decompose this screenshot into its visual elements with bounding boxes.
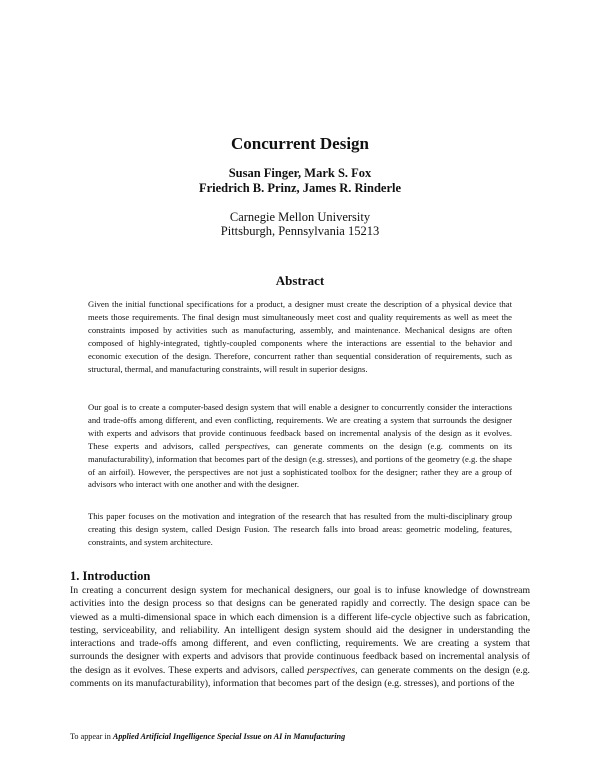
abstract-paragraph-3: This paper focuses on the motivation and integration of the research that has resulted from the multi-disciplinary group creating this design system, called Design Fusion. The research falls into broad areas: geometric modeling, features, constraints, and system architecture. — [88, 511, 512, 547]
footnote-venue: Applied Artificial Ingelligence Special Issue on AI in Manufacturing — [112, 732, 346, 741]
abstract-paragraph-2 — [88, 401, 512, 491]
footnote-prefix: To appear in — [70, 732, 113, 741]
intro-emphasis: perspectives — [307, 664, 356, 676]
affiliation — [0, 210, 600, 238]
abstract-heading: Abstract — [275, 273, 325, 288]
publication-footnote — [70, 732, 345, 741]
introduction-paragraph — [70, 584, 530, 690]
intro-text-b: , can generate comments on the design (e.g. comments on its manufacturability), information that becomes part of the design (e.g. stresses), and portions of the — [70, 664, 530, 689]
abstract-p2-text-b: , can generate comments on the design (e.g. comments on its manufacturability), information that becomes part of the design (e.g. stresses), and portions of the geometry (e.g. the shape of an airfoil). However, the perspectives are not just a sophisticated toolbox for the designer; rather they are a group of advisors who interact with one another and with the designer. — [88, 440, 513, 490]
intro-text-a: In creating a concurrent design system for mechanical designers, our goal is to infuse knowledge of downstream activities into the design process so that designs can be generated rapidly and correctly. The design space can be viewed as a multi-dimensional space in which each dimension is a different life-cycle objective such as fabrication, testing, serviceability, and reliability. An intelligent design system should aid the designer in understanding the interactions and trade-offs among different, and even conflicting, requirements. We are creating a system that surrounds the designer with experts and advisors that provide continuous feedback based on incremental analysis of the design as it evolves. These experts and advisors, called — [70, 585, 530, 676]
affiliation-institution: Carnegie Mellon University — [229, 210, 371, 224]
abstract-p2-text-a: Our goal is to create a computer-based design system that will enable a designer to concurrently consider the interactions and trade-offs among different, and even conflicting, requirements. We are creating a system that surrounds the designer with experts and advisors that provide continuous feedback based on incremental analysis of the design as it evolves. These experts and advisors, called — [88, 402, 512, 451]
authors-line-2: Friedrich B. Prinz, James R. Rinderle — [198, 181, 402, 195]
abstract-paragraph-1: Given the initial functional specifications for a product, a designer must create the description of a physical device that meets those requirements. The final design must simultaneously meet cost and quality requirements as well as meet the constraints imposed by activities such as manufacturing, assembly, and maintenance. Mechanical designs are often composed of highly-integrated, tightly-coupled components where the interactions are essential to the behavior and economic execution of the design. Therefore, concurrent rather than sequential consideration of requirements, such as structural, thermal, and manufacturing constraints, will result in superior designs. — [88, 299, 512, 374]
authors-line-1: Susan Finger, Mark S. Fox — [228, 166, 372, 180]
section-heading-introduction: 1. Introduction — [70, 569, 151, 583]
abstract-p2-emphasis: perspectives — [225, 440, 268, 451]
paper-title: Concurrent Design — [230, 134, 370, 153]
affiliation-location: Pittsburgh, Pennsylvania 15213 — [220, 224, 380, 238]
author-list — [0, 166, 600, 196]
